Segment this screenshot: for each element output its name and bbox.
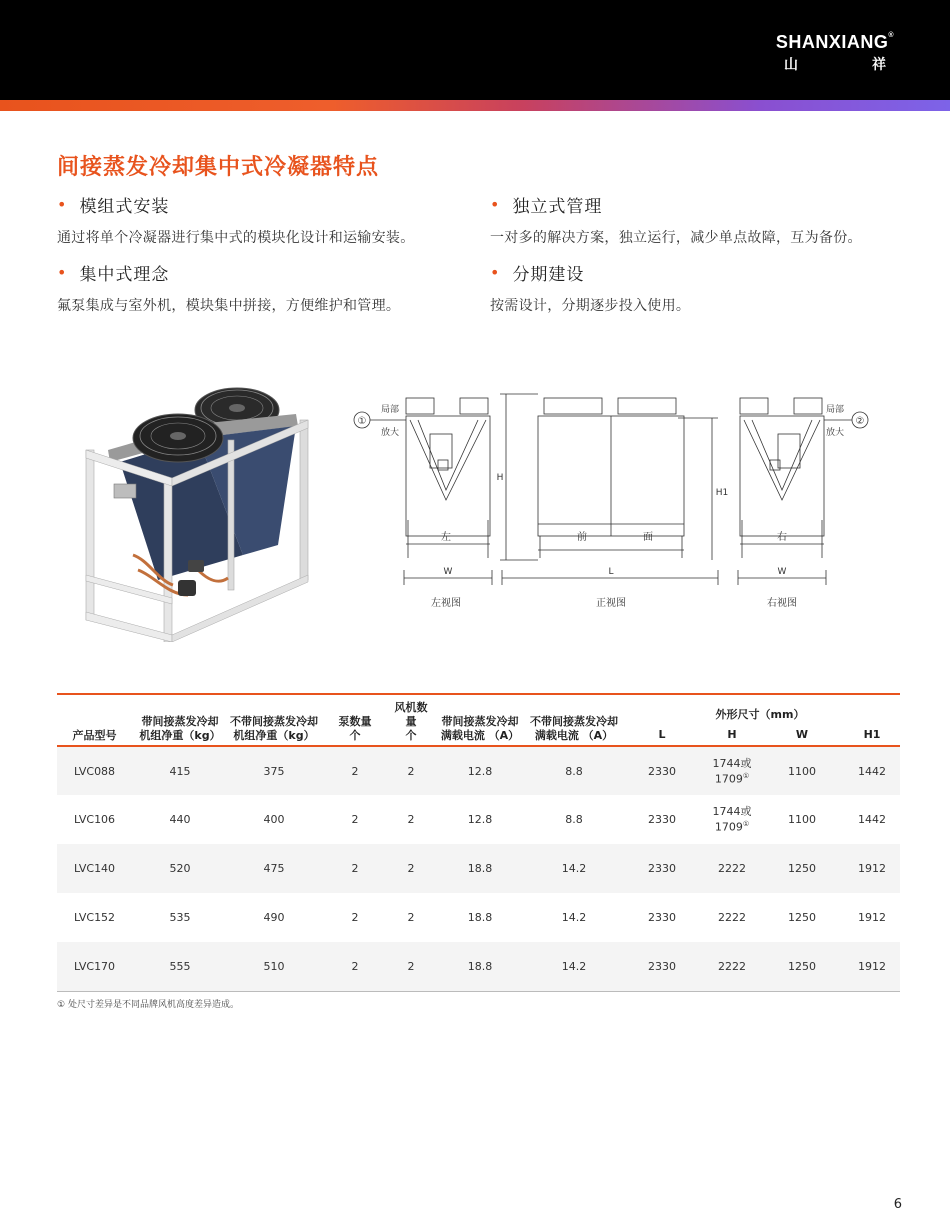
footnote-marker: ① <box>57 1000 66 1010</box>
feature-description: 一对多的解决方案，独立运行，减少单点故障，互为备份。 <box>490 230 862 246</box>
table-footnote <box>57 997 239 1010</box>
feature-title: 分期建设 <box>512 265 585 285</box>
view-label-front: 正视图 <box>596 598 626 609</box>
col-model: 产品型号 <box>72 729 117 742</box>
label-right: 右 <box>777 532 787 543</box>
dim-h1: H1 <box>715 488 729 498</box>
bullet-icon: • <box>57 263 68 282</box>
header-gradient-stripe <box>0 100 950 111</box>
col-dimensions: 外形尺寸（mm） <box>715 708 805 721</box>
table-row: LVC106 440 400 2 2 12.8 8.8 2330 1744或 1709① 1100 1442 <box>73 805 886 834</box>
feature-title: 集中式理念 <box>79 265 170 285</box>
col-pumps: 泵数量 个 <box>338 715 372 742</box>
view-label-left: 左视图 <box>431 598 461 609</box>
dim-w-left: W <box>443 567 453 577</box>
condenser-product-image <box>78 380 328 642</box>
bullet-icon: • <box>57 195 68 214</box>
footnote-marker: ① <box>742 771 750 780</box>
footnote-text: 处尺寸差异是不同品牌风机高度差异造成。 <box>67 1000 239 1010</box>
col-weight-with: 带间接蒸发冷却 机组净重（kg） <box>139 715 221 742</box>
dimension-drawing <box>348 380 888 615</box>
brand-name-en: SHANXIANG <box>775 32 889 52</box>
col-weight-without: 不带间接蒸发冷却 机组净重（kg） <box>230 715 318 742</box>
table-row: LVC152 535 490 2 2 18.8 14.2 2330 2222 1250 1912 <box>73 911 886 924</box>
brand-logo <box>770 32 900 74</box>
brand-name-cn-2: 祥 <box>872 57 886 73</box>
page-number: 6 <box>893 1197 902 1212</box>
callout-2-label-a: 局部 <box>825 405 845 415</box>
col-dim-h: H <box>727 727 737 741</box>
dim-h: H <box>496 473 504 483</box>
label-front: 前 <box>577 532 587 543</box>
callout-1: ① <box>357 416 367 427</box>
feature-phased-construction <box>490 260 690 315</box>
callout-2: ② <box>855 416 865 427</box>
col-dim-w: W <box>795 727 809 741</box>
col-current-with: 带间接蒸发冷却 满载电流 （A） <box>440 715 520 742</box>
table-row: LVC140 520 475 2 2 18.8 14.2 2330 2222 1250 1912 <box>57 844 900 893</box>
feature-title: 独立式管理 <box>512 197 603 217</box>
footnote-marker: ① <box>742 820 750 829</box>
feature-description: 氟泵集成与室外机，模块集中拼接，方便维护和管理。 <box>57 298 401 314</box>
brand-name-cn-1: 山 <box>784 57 798 73</box>
view-label-right: 右视图 <box>767 598 797 609</box>
col-current-without: 不带间接蒸发冷却 满载电流 （A） <box>530 715 618 742</box>
label-left: 左 <box>441 532 451 543</box>
registered-mark: ® <box>888 32 895 39</box>
table-row: LVC088 415 375 2 2 12.8 8.8 2330 1744或 1709① 1100 1442 <box>57 746 900 795</box>
callout-2-label-b: 放大 <box>825 428 845 438</box>
col-fans: 风机数量 个 <box>394 701 428 742</box>
feature-description: 通过将单个冷凝器进行集中式的模块化设计和运输安装。 <box>57 230 415 246</box>
table-row: LVC170 555 510 2 2 18.8 14.2 2330 2222 1250 1912 <box>57 942 900 991</box>
header-bar <box>0 0 950 100</box>
bullet-icon: • <box>490 195 501 214</box>
section-title: 间接蒸发冷却集中式冷凝器特点 <box>57 155 380 180</box>
dim-l: L <box>608 567 614 577</box>
bullet-icon: • <box>490 263 501 282</box>
callout-1-label-b: 放大 <box>380 428 400 438</box>
feature-title: 模组式安装 <box>79 197 170 217</box>
callout-1-label-a: 局部 <box>380 405 400 415</box>
feature-independent-management <box>490 192 862 247</box>
feature-modular-install <box>57 192 415 247</box>
col-dim-h1: H1 <box>863 727 881 741</box>
dim-w-right: W <box>777 567 787 577</box>
col-dim-l: L <box>658 727 666 741</box>
spec-table <box>57 693 900 992</box>
label-face: 面 <box>643 532 653 543</box>
feature-centralized-concept <box>57 260 400 315</box>
feature-description: 按需设计，分期逐步投入使用。 <box>490 298 691 314</box>
